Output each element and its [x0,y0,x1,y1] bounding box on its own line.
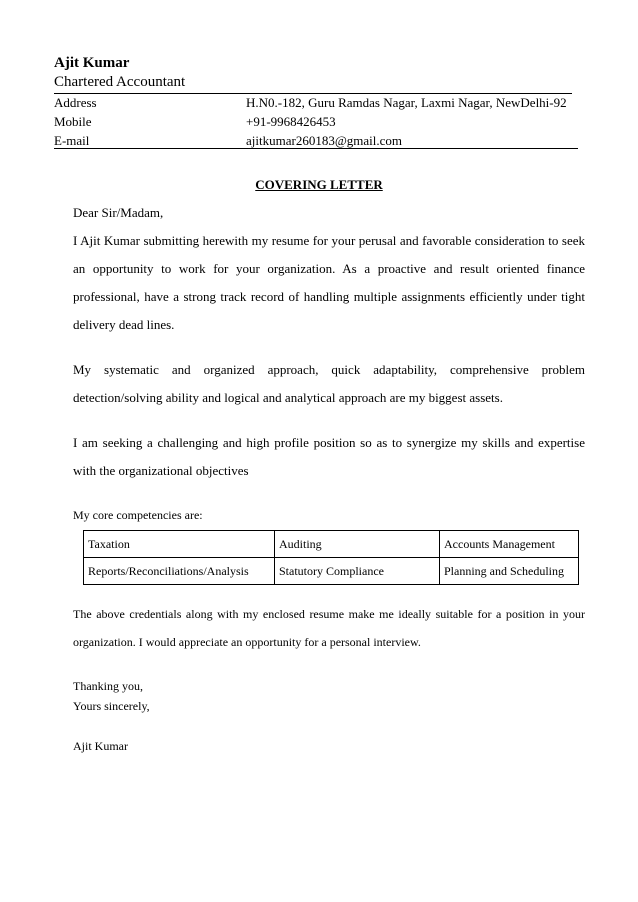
table-cell: Taxation [84,531,275,558]
paragraph-assets: My systematic and organized approach, quick adaptability, comprehensive problem detection/solving ability and logical and analytical approach are my biggest assets. [73,362,585,405]
contact-label: Mobile [54,114,92,129]
contact-value: ajitkumar260183@gmail.com [246,133,403,148]
contact-row-address [54,93,578,112]
header-bottom-rule [54,148,578,149]
contact-value: H.N0.-182, Guru Ramdas Nagar, Laxmi Nagar, NewDelhi-92 [246,95,567,110]
table-row [84,531,579,558]
contact-label: Address [54,95,97,110]
contact-value: +91-9968426453 [246,114,336,129]
contact-label: E-mail [54,133,90,148]
table-cell: Auditing [275,531,440,558]
paragraph-objective: I am seeking a challenging and high profile position so as to synergize my skills and expertise with the organizational objectives [73,435,585,478]
table-cell: Planning and Scheduling [440,558,579,585]
competencies-intro: My core competencies are: [73,508,203,522]
competencies-table [83,530,579,585]
closing-sincerely: Yours sincerely, [73,699,150,713]
letter-heading: COVERING LETTER [255,177,383,192]
table-cell: Accounts Management [440,531,579,558]
applicant-name: Ajit Kumar [54,55,130,71]
table-cell: Reports/Reconciliations/Analysis [84,558,275,585]
closing-thanks: Thanking you, [73,679,143,693]
table-row [84,558,579,585]
salutation: Dear Sir/Madam, [73,205,164,220]
paragraph-intro: I Ajit Kumar submitting herewith my resume for your perusal and favorable consideration to seek an opportunity to work for your organization. As a proactive and result oriented finance professional, have a strong track record of handling multiple assignments efficiently under tight delivery dead lines. [73,233,585,332]
table-cell: Statutory Compliance [275,558,440,585]
signature-name: Ajit Kumar [73,739,128,753]
paragraph-closing: The above credentials along with my enclosed resume make me ideally suitable for a position in your organization. I would appreciate an opportunity for a personal interview. [73,607,585,649]
contact-block [54,93,578,150]
contact-row-mobile [54,112,578,131]
applicant-title: Chartered Accountant [54,74,186,90]
